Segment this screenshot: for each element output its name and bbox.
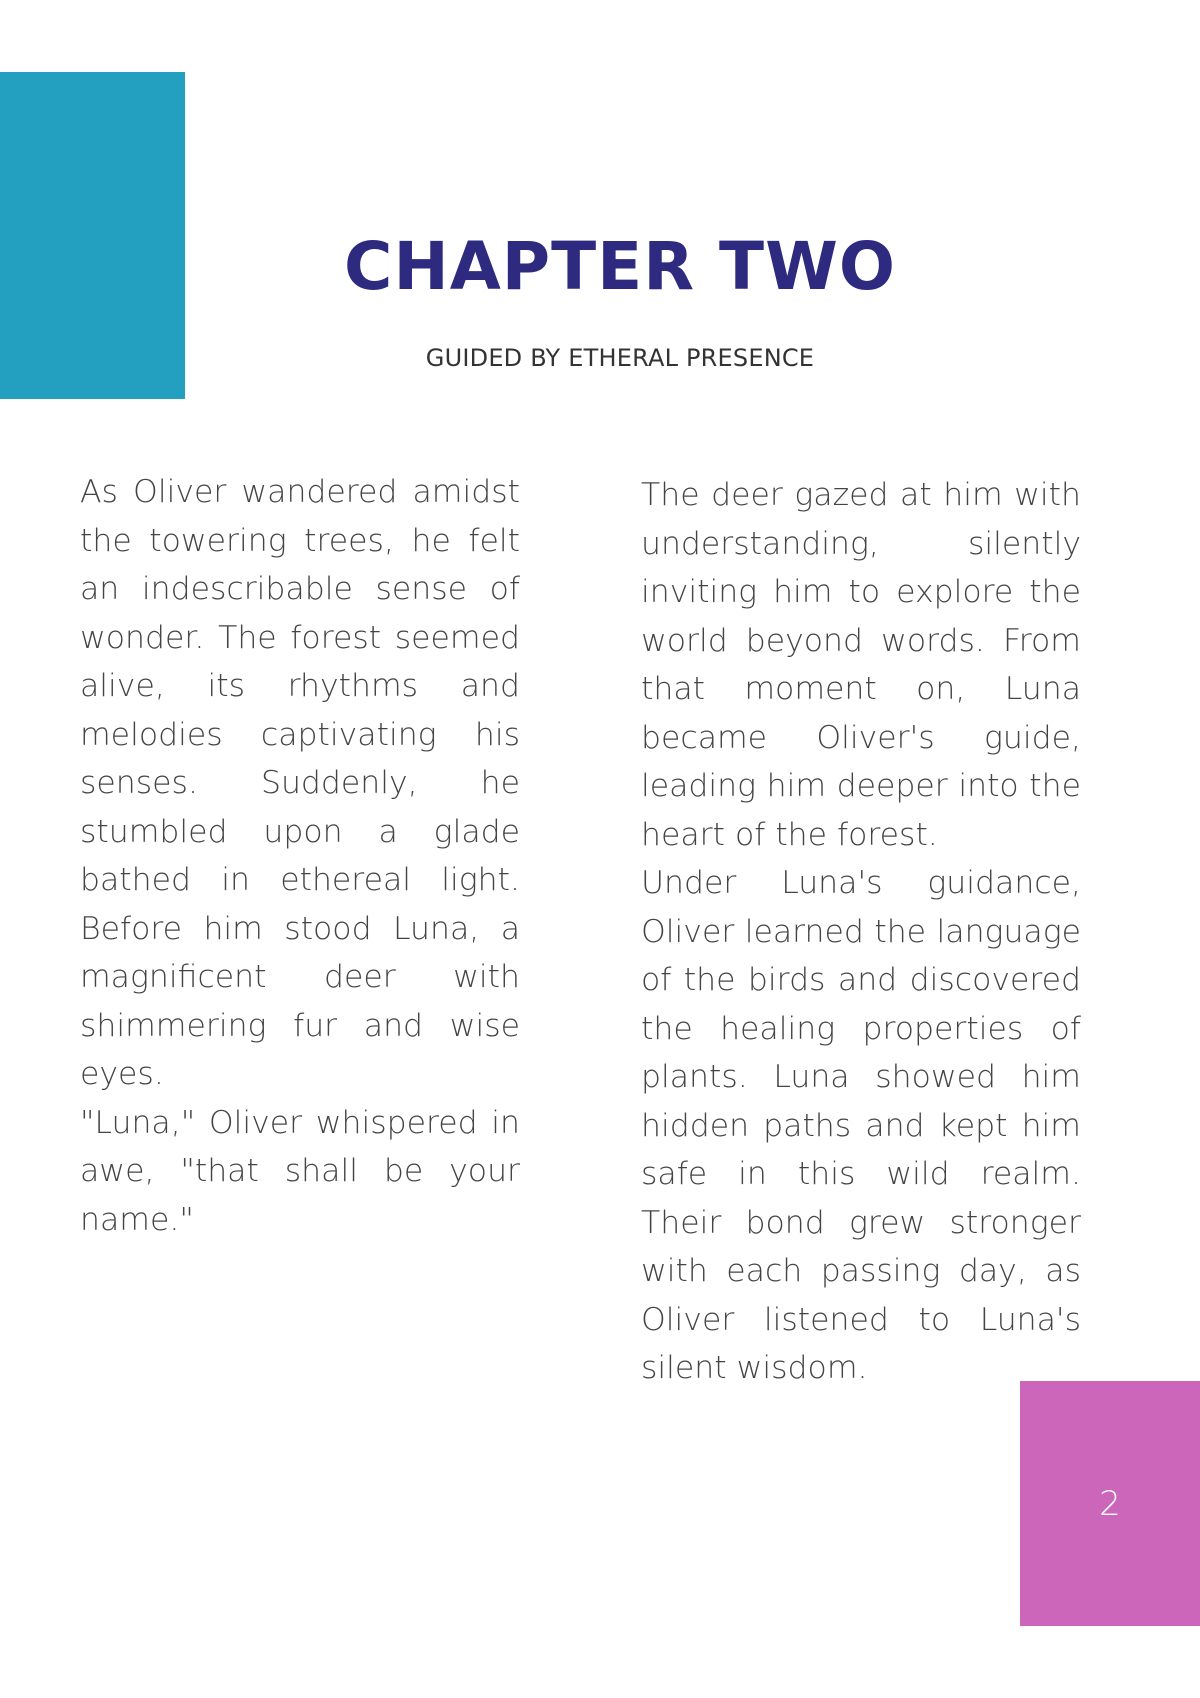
paragraph: Under Luna's guidance, Oliver learned the language of the birds and discovered the healing properties of plants. Luna showed him hidden paths and kept him safe in this wild realm. Their bond grew stronger with each passing day, as Oliver listened to Luna's silent wisdom. xyxy=(641,865,1081,1386)
chapter-title: CHAPTER TWO xyxy=(344,228,896,305)
left-text-column xyxy=(80,468,520,1244)
page-number: 2 xyxy=(1099,1483,1121,1524)
chapter-subtitle: GUIDED BY ETHERAL PRESENCE xyxy=(425,344,815,372)
page-number-block xyxy=(1020,1381,1200,1626)
paragraph: The deer gazed at him with understanding, silently inviting him to explore the world beyond words. From that moment on, Luna became Oliver's guide, leading him deeper into the heart of the forest. xyxy=(641,477,1081,853)
paragraph: As Oliver wandered amidst the towering trees, he felt an indescribable sense of wonder. The forest seemed alive, its rhythms and melodies captivating his senses. Suddenly, he stumbled upon a glade bathed in ethereal light. Before him stood Luna, a magnificent deer with shimmering fur and wise eyes. xyxy=(80,474,520,1092)
paragraph: "Luna," Oliver whispered in awe, "that shall be your name." xyxy=(80,1104,520,1238)
decorative-teal-block xyxy=(0,72,185,399)
right-text-column xyxy=(641,471,1081,1393)
